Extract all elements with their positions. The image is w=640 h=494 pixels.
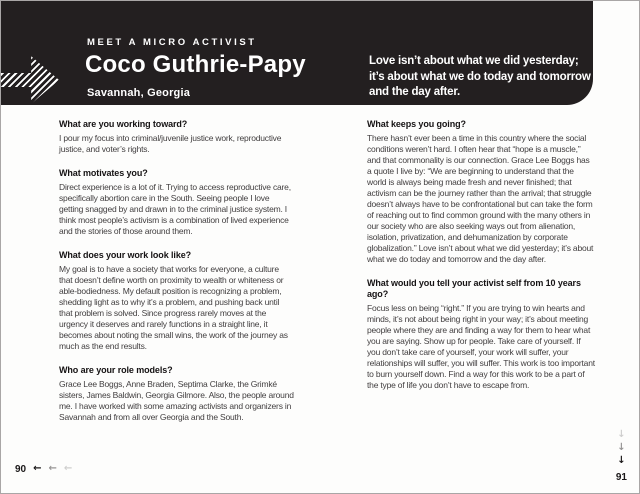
right-pagination [616,429,627,483]
qa-block [59,119,294,155]
qa-block [367,278,595,391]
answer-text: My goal is to have a society that works for everyone, a culture that doesn’t define worth on proximity to wealth or whiteness or able-bodiedness. My default position is recognizing a problem, shedding light as to why it’s a problem, and pushing back until that problem is solved. Since progress rarely moves at the urgency it deserves and rarely functions in a straight line, it becomes about noting the small wins, the work of the journey as much as the end results. [59,264,288,351]
section-kicker: MEET A MICRO ACTIVIST [87,37,257,48]
answer-text: Focus less on being “right.” If you are trying to win hearts and minds, it’s not about being right in your way; it’s about meeting people where they are and finding a way for them to hear what you are saying. Show up for people. Take care of yourself. If you don’t take care of yourself, your work will suffer, your relationships will suffer, you will suffer. This work is too important to burn yourself down. Find a way for this work to be a part of the type of life you don’t have to escape from. [367,303,595,390]
qa-block [59,250,294,352]
question-heading: What motivates you? [59,168,148,178]
down-arrow-icon: ↓ [617,455,626,466]
location-subtitle: Savannah, Georgia [87,87,191,99]
left-column [59,119,294,436]
right-column [367,119,595,436]
qa-columns [59,119,625,436]
left-pagination [15,463,72,475]
striped-right-arrow-icon [1,53,59,107]
left-arrow-icon: ← [48,463,57,474]
qa-block [59,168,294,237]
question-heading: What keeps you going? [367,119,466,129]
answer-text: I pour my focus into criminal/juvenile justice work, reproductive justice, and voter’s rights. [59,133,282,154]
down-arrow-icon: ↓ [617,442,626,453]
left-arrow-icon: ← [33,463,42,474]
down-arrow-icon: ↓ [617,429,626,440]
qa-block [59,365,294,423]
page-number-right: 91 [615,472,627,483]
qa-block [367,119,595,265]
answer-text: Grace Lee Boggs, Anne Braden, Septima Clarke, the Grimké sisters, James Baldwin, Georgia Gilmore. Also, the people around me. I have worked with some amazing activists and organizers in Savannah and from all over Georgia and the South. [59,379,294,422]
left-arrow-icon: ← [63,463,73,474]
answer-text: There hasn’t ever been a time in this country where the social conditions weren’t hard. I often hear that “hope is a muscle,” and that commonality is our connection. Grace Lee Boggs has a quote I live by: “We are beginning to understand that the world is always being made fresh and never finished; that activism can be the journey rather than the arrival; that struggle doesn’t always have to be confrontational but can take the form of reaching out to find common ground with the many others in our society who are also seeking ways out from alienation, isolation, privatization, and dehumanization by corporate globalization.” Love isn’t about what we did yesterday; it’s about what we do today and tomorrow and the day after. [367,133,594,264]
question-heading: What does your work look like? [59,250,192,260]
page-number-left: 90 [15,463,27,475]
answer-text: Direct experience is a lot of it. Trying to access reproductive care, specifically abortion care in the South. Seeing people I love getting snagged by and drawn in to the criminal justice system. I think most people’s activism is a combination of lived experience and the stories of those around them. [59,182,291,236]
question-heading: Who are your role models? [59,365,173,375]
question-heading: What would you tell your activist self from 10 years ago? [367,278,581,299]
header-banner [1,1,593,105]
pull-quote: Love isn’t about what we did yesterday; it’s about what we do today and tomorrow and the day after. [369,55,591,98]
page-title: Coco Guthrie-Papy [85,51,306,78]
question-heading: What are you working toward? [59,119,188,129]
